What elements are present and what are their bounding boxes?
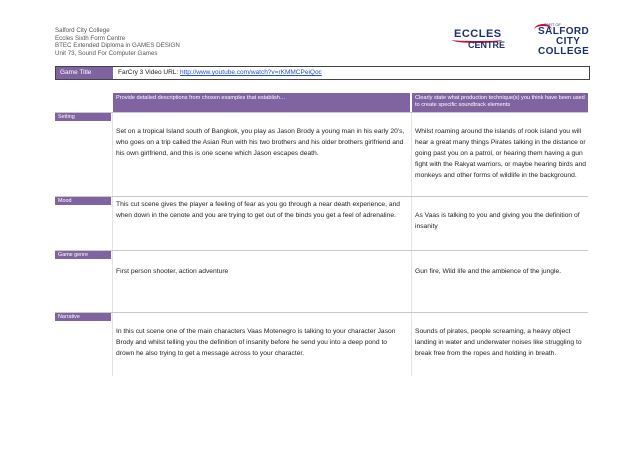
table-row-game-genre: [55, 250, 588, 312]
narrative-description: In this cut scene one of the main characters Vaas Motenegro is talking to your character Jason Brody and whilst telling you the definition of insanity before he send you into a deep pond to drown he also trying to get a message across to your character.: [116, 328, 396, 357]
logos: [440, 22, 610, 60]
salford-city-college-logo: [530, 22, 606, 60]
salford-logo-line1: SALFORD: [538, 26, 590, 37]
salford-logo-small-text: PART OF: [544, 22, 561, 27]
column-divider: [112, 197, 113, 250]
col-technique-header: Clearly state what production technique(s) you think have been used to create specific soundtrack elements: [412, 93, 588, 112]
table-row-mood: [55, 196, 588, 250]
eccles-logo-text-bottom: CENTRE: [468, 40, 506, 50]
column-divider: [112, 313, 113, 376]
game-title-text: [118, 67, 322, 79]
eccles-centre-logo: [452, 26, 518, 54]
column-divider: [411, 113, 412, 196]
mood-technique: As Vaas is talking to you and giving you the definition of insanity: [415, 212, 580, 230]
column-divider: [411, 197, 412, 250]
col-description-header: Provide detailed descriptions from chosen examples that establish…: [113, 93, 410, 112]
game-title-prefix: FarCry 3 Video URL:: [118, 69, 181, 76]
game-genre-description: First person shooter, action adventure: [116, 268, 229, 275]
salford-logo-line3: COLLEGE: [538, 46, 590, 57]
game-genre-technique: Gun fire, Wild life and the ambience of the jungle.: [415, 268, 562, 275]
column-divider: [411, 251, 412, 312]
setting-technique: Whilst roaming around the islands of rook island you will hear a great many things Pirates talking in the distance or going past you on a patrol, or hearing them having a gun fight with the Rakyat warriors, or maybe hearing birds and monkeys and other forms of wildlife in the background.: [415, 128, 586, 179]
mood-description: This cut scene gives the player a feeling of fear as you go through a near death experience, and when down in the cenote and you are trying to get out of the binds you get a feel of adrenaline.: [116, 201, 401, 219]
course-name: BTEC Extended Diploma in GAMES DESIGN: [55, 42, 180, 50]
row-label-narrative: Narrative: [55, 313, 111, 321]
row-label-game-genre: Game genre: [55, 251, 111, 259]
table-header-row: [55, 93, 588, 112]
column-divider: [112, 113, 113, 196]
game-title-row: [55, 66, 590, 80]
unit-name: Unit 73, Sound For Computer Games: [55, 49, 158, 57]
salford-logo-line2: CITY: [556, 36, 581, 47]
centre-name: Eccles Sixth Form Centre: [55, 34, 126, 42]
column-divider: [112, 251, 113, 312]
row-label-mood: Mood: [55, 197, 111, 205]
document-header: [55, 27, 180, 57]
table-row-setting: [55, 112, 588, 196]
setting-description: Set on a tropical Island south of Bangkok, you play as Jason Brody a young man in his early 20’s, who goes on a trip called the Asian Run with his two brothers and his older brothers girlfriend and his own girlfriend, and this is one scene which Jason escapes death.: [116, 128, 405, 157]
row-label-setting: Setting: [55, 113, 111, 121]
column-divider: [411, 313, 412, 376]
video-url-link[interactable]: http://www.youtube.com/watch?v=rKMMCPeiQoc: [180, 69, 322, 76]
analysis-table: [55, 93, 588, 376]
college-name: Salford City College: [55, 27, 110, 34]
table-row-narrative: [55, 312, 588, 376]
narrative-technique: Sounds of pirates, people screaming, a heavy object landing in water and underwater noises like struggling to break free from the ropes and holding in breath.: [415, 328, 582, 357]
game-title-label: Game Title: [56, 67, 113, 79]
eccles-logo-text-top: ECCLES: [454, 28, 502, 40]
